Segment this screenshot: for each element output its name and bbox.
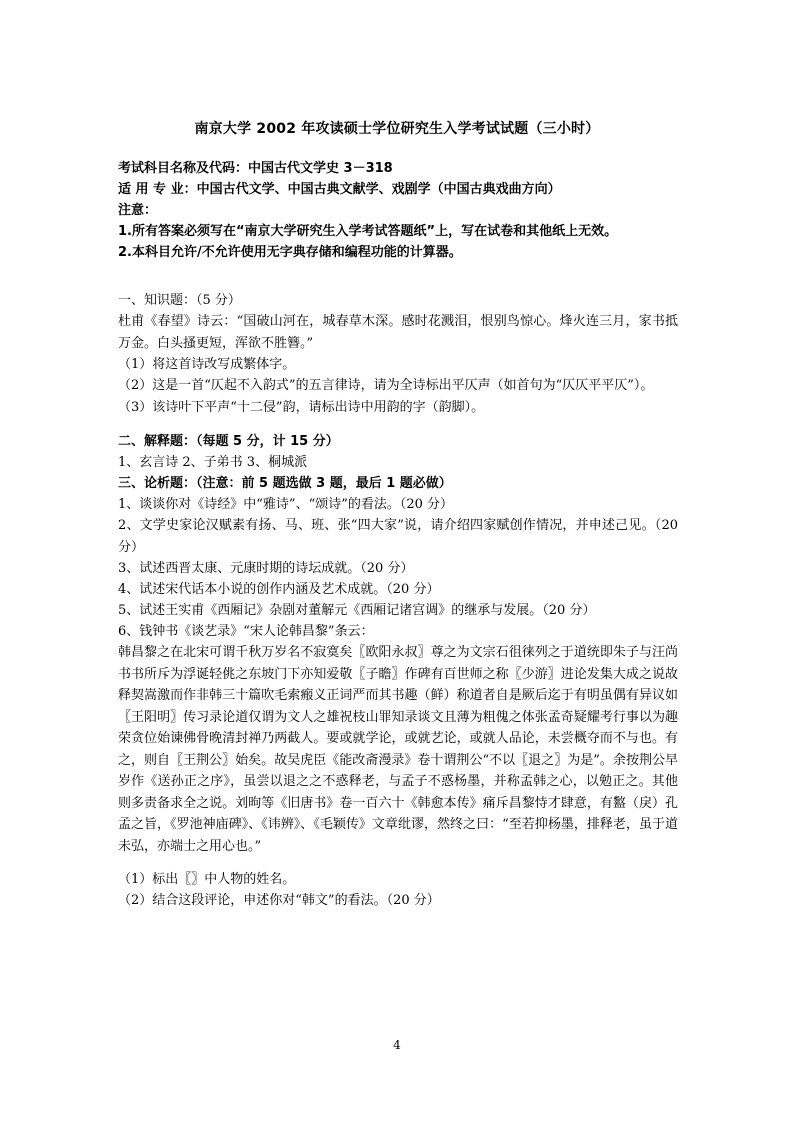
section-explanation bbox=[118, 431, 678, 473]
quote-passage: 韩昌黎之在北宋可谓千秋万岁名不寂寞矣〖欧阳永叔〗尊之为文宗石徂徕列之于道统即朱子与汪尚书书所斥为浮诞轻佻之东坡门下亦知爱敬〖子瞻〗作碑有百世师之称〖少游〗进论发集大成之说故释契嵩激而作非韩三十篇吹毛索瘢义正词严而其书趣（鲜）称道者自是厥后迄于有明虽偶有异议如〖王阳明〗传习录论道仅谓为文人之雄祝枝山罪知录谈文且薄为粗傀之体张孟奇疑耀考行事以为趣荣贪位始谏佛骨晚清封禅乃两截人。要或就学论，或就艺论，或就人品论，未尝概夺而不与也。有之，则自〖王荆公〗始矣。故吴虎臣《能改斋漫录》卷十谓荆公“不以〖退之〗为是”。余按荆公早岁作《送孙正之序》，虽尝以退之之不惑释老，与孟子不惑杨墨，并称孟韩之心，以勉正之。其他则多责备求全之说。刘昫等《旧唐书》卷一百六十《韩愈本传》痛斥昌黎恃才肆意，有盭（戾）孔孟之旨，《罗池神庙碑》、《讳辨》、《毛颖传》文章纰谬，然终之曰：“至若抑杨墨，排释老，虽于道未弘，亦端士之用心也。” bbox=[118, 645, 678, 854]
section2-items: 1、玄言诗 2、子弟书 3、桐城派 bbox=[118, 455, 308, 470]
spacer bbox=[118, 857, 678, 869]
page-number: 4 bbox=[393, 1038, 401, 1052]
notice-item-1: 1.所有答案必须写在“南京大学研究生入学考试答题纸”上，写在试卷和其他纸上无效。 bbox=[118, 224, 618, 239]
question-3-2: 2、文学史家论汉赋素有扬、马、班、张“四大家”说，请介绍四家赋创作情况，并申述己见。（20 分） bbox=[118, 518, 678, 555]
question-1-2: （2）这是一首“仄起不入韵式”的五言律诗，请为全诗标出平仄声（如首句为“仄仄平平仄”）。 bbox=[118, 378, 654, 393]
section-knowledge bbox=[118, 290, 678, 418]
section3-heading: 三、论析题：（注意：前 5 题选做 3 题，最后 1 题必做） bbox=[118, 476, 452, 491]
major-line: 适 用 专 业：中国古代文学、中国古典文献学、戏剧学（中国古典戏曲方向） bbox=[118, 182, 561, 197]
exam-header bbox=[118, 158, 678, 263]
notice-item-2: 2.本科目允许/不允许使用无字典存储和编程功能的计算器。 bbox=[118, 245, 462, 260]
question-3-5: 5、试述王实甫《西厢记》杂剧对董解元《西厢记诸宫调》的继承与发展。（20 分） bbox=[118, 603, 596, 618]
question-1-1: （1）将这首诗改写成繁体字。 bbox=[118, 357, 296, 372]
poem-text: 杜甫《春望》诗云：“国破山河在，城春草木深。感时花溅泪，恨别鸟惊心。烽火连三月，家书抵万金。白头搔更短，浑欲不胜簪。” bbox=[118, 314, 678, 351]
question-3-4: 4、试述宋代话本小说的创作内涵及艺术成就。（20 分） bbox=[118, 582, 440, 597]
page-title: 南京大学 2002 年攻读硕士学位研究生入学考试试题（三小时） bbox=[194, 121, 600, 137]
sub-question-2: （2）结合这段评论，申述你对“韩文”的看法。（20 分） bbox=[118, 893, 440, 908]
question-3-3: 3、试述西晋太康、元康时期的诗坛成就。（20 分） bbox=[118, 561, 414, 576]
question-3-1: 1、谈谈你对《诗经》中“雅诗”、“颂诗”的看法。（20 分） bbox=[118, 497, 454, 512]
notice-label: 注意： bbox=[118, 203, 158, 218]
section1-heading: 一、知识题：（5 分） bbox=[118, 293, 241, 308]
question-1-3: （3）该诗叶下平声“十二侵”韵，请标出诗中用韵的字（韵脚）。 bbox=[118, 399, 485, 415]
section-analysis bbox=[118, 473, 678, 911]
subject-line: 考试科目名称及代码：中国古代文学史 3－318 bbox=[118, 161, 393, 176]
sub-question-1: （1）标出〖〗中人物的姓名。 bbox=[118, 872, 296, 887]
section2-heading: 二、解释题：（每题 5 分，计 15 分） bbox=[118, 434, 339, 449]
question-3-6: 6、钱钟书《谈艺录》“宋人论韩昌黎”条云： bbox=[118, 624, 374, 639]
